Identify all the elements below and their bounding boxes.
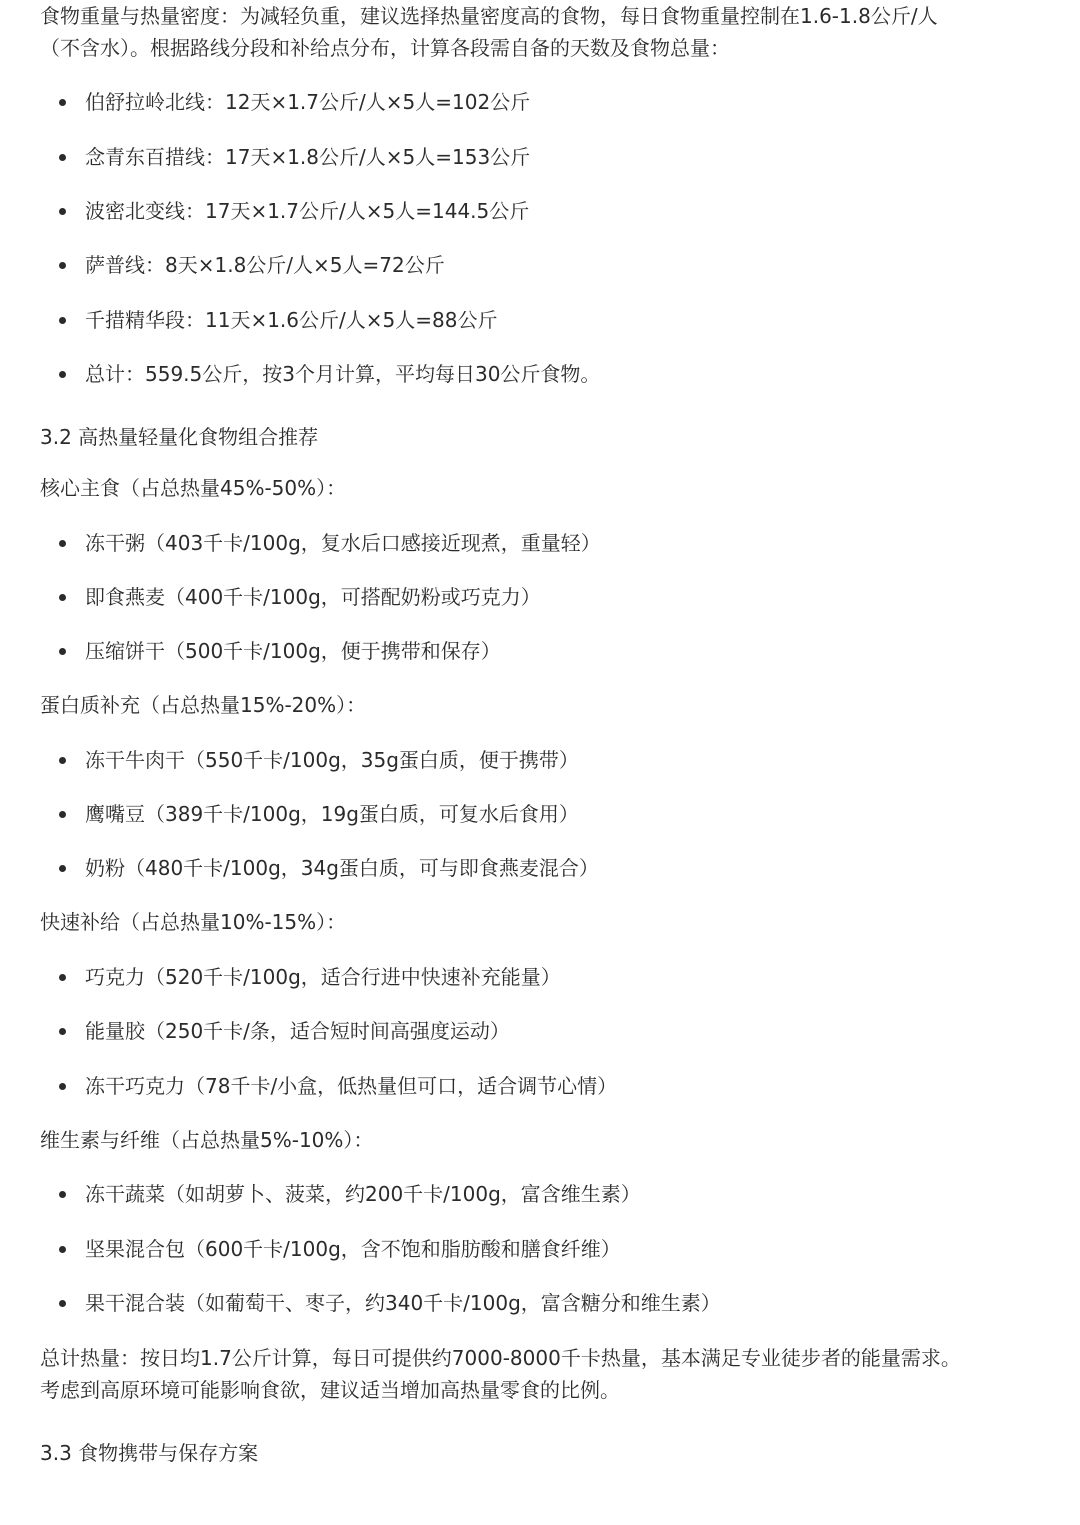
summary-line-2: 考虑到高原环境可能影响食欲，建议适当增加高热量零食的比例。	[40, 1378, 620, 1402]
bullet-dot-icon	[59, 811, 66, 818]
list-item-text: 坚果混合包（600千卡/100g，含不饱和脂肪酸和膳食纤维）	[85, 1237, 621, 1261]
intro-line-1: 食物重量与热量密度：为减轻负重，建议选择热量密度高的食物，每日食物重量控制在1.6-1.8公斤/人	[40, 4, 938, 28]
group-title-staple: 核心主食（占总热量45%-50%）：	[40, 476, 347, 500]
list-item-text: 冻干牛肉干（550千卡/100g，35g蛋白质，便于携带）	[85, 748, 579, 772]
bullet-dot-icon	[59, 1246, 66, 1253]
bullet-dot-icon	[59, 594, 66, 601]
bullet-dot-icon	[59, 1083, 66, 1090]
group-title-vitamins: 维生素与纤维（占总热量5%-10%）：	[40, 1128, 374, 1152]
bullet-dot-icon	[59, 1191, 66, 1198]
group-title-quick-supply: 快速补给（占总热量10%-15%）：	[40, 910, 347, 934]
bullet-dot-icon	[59, 371, 66, 378]
list-item-text: 巧克力（520千卡/100g，适合行进中快速补充能量）	[85, 965, 561, 989]
list-item-text: 即食燕麦（400千卡/100g，可搭配奶粉或巧克力）	[85, 585, 541, 609]
group-title-protein: 蛋白质补充（占总热量15%-20%）：	[40, 693, 367, 717]
list-item-text: 压缩饼干（500千卡/100g，便于携带和保存）	[85, 639, 501, 663]
list-item-text: 冻干巧克力（78千卡/小盒，低热量但可口，适合调节心情）	[85, 1074, 618, 1098]
list-item-text: 冻干粥（403千卡/100g，复水后口感接近现煮，重量轻）	[85, 531, 601, 555]
bullet-dot-icon	[59, 540, 66, 547]
bullet-dot-icon	[59, 1028, 66, 1035]
bullet-dot-icon	[59, 99, 66, 106]
bullet-dot-icon	[59, 317, 66, 324]
list-item-text: 冻干蔬菜（如胡萝卜、菠菜，约200千卡/100g，富含维生素）	[85, 1182, 641, 1206]
bullet-dot-icon	[59, 262, 66, 269]
list-item-text: 波密北变线：17天×1.7公斤/人×5人=144.5公斤	[85, 199, 530, 223]
section-heading-3-2: 3.2 高热量轻量化食物组合推荐	[40, 425, 319, 449]
list-item-text: 果干混合装（如葡萄干、枣子，约340千卡/100g，富含糖分和维生素）	[85, 1291, 721, 1315]
list-item-text: 奶粉（480千卡/100g，34g蛋白质，可与即食燕麦混合）	[85, 856, 599, 880]
bullet-dot-icon	[59, 154, 66, 161]
list-item-text: 鹰嘴豆（389千卡/100g，19g蛋白质，可复水后食用）	[85, 802, 579, 826]
list-item-text: 总计：559.5公斤，按3个月计算，平均每日30公斤食物。	[85, 362, 601, 386]
list-item-text: 伯舒拉岭北线：12天×1.7公斤/人×5人=102公斤	[85, 90, 531, 114]
list-item-text: 萨普线：8天×1.8公斤/人×5人=72公斤	[85, 253, 445, 277]
section-heading-3-3: 3.3 食物携带与保存方案	[40, 1441, 259, 1465]
bullet-dot-icon	[59, 1300, 66, 1307]
bullet-dot-icon	[59, 648, 66, 655]
bullet-dot-icon	[59, 757, 66, 764]
list-item-text: 能量胶（250千卡/条，适合短时间高强度运动）	[85, 1019, 510, 1043]
bullet-dot-icon	[59, 208, 66, 215]
bullet-dot-icon	[59, 974, 66, 981]
intro-line-2: （不含水）。根据路线分段和补给点分布，计算各段需自备的天数及食物总量：	[40, 36, 730, 60]
summary-line-1: 总计热量：按日均1.7公斤计算，每日可提供约7000-8000千卡热量，基本满足专业徒步者的能量需求。	[40, 1346, 961, 1370]
bullet-dot-icon	[59, 865, 66, 872]
list-item-text: 千措精华段：11天×1.6公斤/人×5人=88公斤	[85, 308, 498, 332]
list-item-text: 念青东百措线：17天×1.8公斤/人×5人=153公斤	[85, 145, 531, 169]
